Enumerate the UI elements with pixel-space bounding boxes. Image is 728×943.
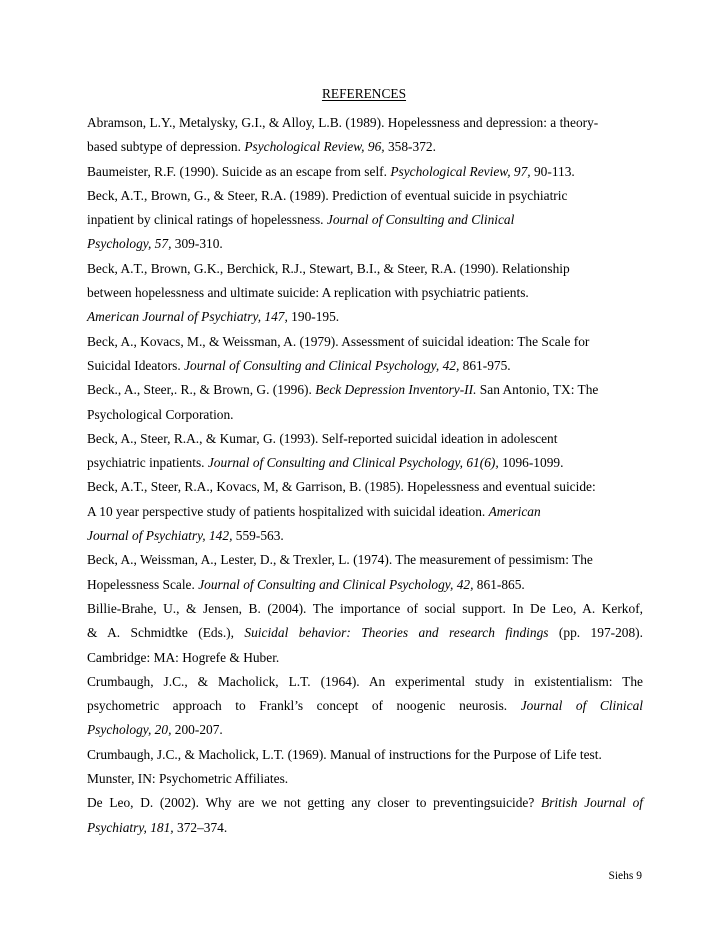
reference-source-text: Journal of Psychiatry, 142, [87,528,233,544]
reference-text: Beck, A., Kovacs, M., & Weissman, A. (1979). Assessment of suicidal ideation: The Scale for [87,333,590,349]
reference-text: inpatient by clinical ratings of hopelessness. [87,212,327,228]
reference-text: 190-195. [287,309,340,325]
reference-entry [87,330,643,379]
reference-text: San Antonio, TX: The [476,382,599,398]
reference-line [87,135,643,159]
reference-line [87,160,643,184]
reference-source-text: British Journal of [541,795,643,811]
reference-source-text: Journal of Consulting and Clinical [326,212,515,228]
reference-source-text: Suicidal behavior: Theories and research findings [244,625,549,641]
reference-text: Beck, A., Steer, R.A., & Kumar, G. (1993). Self-reported suicidal ideation in adolescent [87,430,558,446]
reference-entry [87,597,643,670]
reference-source-text: Psychological Review, 97, [390,163,531,179]
reference-text: 200-207. [171,722,223,738]
reference-text: 861-975. [459,357,511,373]
reference-source-text: American [488,503,541,519]
reference-line [87,816,643,840]
reference-line [87,257,643,281]
reference-source-text: Psychology, 57, [87,236,172,252]
reference-source-text: Psychiatry, 181, [87,819,174,835]
reference-source-text: Journal of Clinical [520,698,644,714]
reference-source-text: Psychological Review, 96, [244,139,385,155]
reference-text: Baumeister, R.F. (1990). Suicide as an escape from self. [87,163,391,179]
reference-entry [87,475,643,548]
reference-line [87,718,643,742]
reference-text: Psychological Corporation. [87,406,234,422]
reference-source-text: Journal of Consulting and Clinical Psychology, 42, [198,576,474,592]
reference-text: 372–374. [173,819,228,835]
reference-line [87,524,643,548]
reference-text: Cambridge: MA: Hogrefe & Huber. [87,649,280,665]
reference-line [87,743,643,767]
page-footer: Siehs 9 [608,870,642,882]
reference-text: Beck., A., Steer,. R., & Brown, G. (1996). [87,382,316,398]
reference-line [87,330,643,354]
reference-line [87,281,643,305]
reference-source-text: Journal of Consulting and Clinical Psychology, 42, [184,357,460,373]
reference-text: Billie-Brahe, U., & Jensen, B. (2004). The importance of social support. In De Leo, A. Kerkof, [87,600,643,616]
reference-entry [87,427,643,476]
reference-text: psychometric approach to Frankl’s concept of noogenic neurosis. [87,698,521,714]
reference-text: between hopelessness and ultimate suicide: A replication with psychiatric patients. [87,285,529,301]
reference-text: 559-563. [232,528,284,544]
reference-line [87,305,643,329]
reference-text: 1096-1099. [498,455,564,471]
reference-text: Abramson, L.Y., Metalysky, G.I., & Alloy, L.B. (1989). Hopelessness and depression: a theory- [87,115,599,130]
reference-text: based subtype of depression. [87,139,245,155]
reference-text: (pp. 197-208). [548,625,643,641]
reference-text: Beck, A.T., Steer, R.A., Kovacs, M, & Garrison, B. (1985). Hopelessness and eventual suicide: [87,479,596,495]
reference-entry [87,743,643,792]
reference-text: & A. Schmidtke (Eds.), [87,625,245,641]
page-title: REFERENCES [321,86,407,101]
reference-list [87,111,643,840]
reference-line [87,573,643,597]
reference-text: 861-865. [473,576,525,592]
reference-text: Beck, A., Weissman, A., Lester, D., & Trexler, L. (1974). The measurement of pessimism: The [87,552,593,568]
reference-entry [87,257,643,330]
reference-text: Beck, A.T., Brown, G., & Steer, R.A. (1989). Prediction of eventual suicide in psychiatric [87,187,568,203]
reference-source-text: American Journal of Psychiatry, 147, [87,309,288,325]
reference-line [87,111,643,135]
reference-line [87,597,643,621]
reference-entry [87,160,643,184]
reference-entry [87,378,643,427]
reference-text: 90-113. [530,163,575,179]
reference-line [87,403,643,427]
reference-line [87,378,643,402]
reference-entry [87,548,643,597]
reference-text: 358-372. [384,139,436,155]
reference-line [87,767,643,791]
reference-source-text: Beck Depression Inventory-II. [315,382,477,398]
reference-text: 309-310. [171,236,223,252]
reference-text: Munster, IN: Psychometric Affiliates. [87,771,289,787]
reference-line [87,621,643,645]
reference-text: A 10 year perspective study of patients hospitalized with suicidal ideation. [87,503,489,519]
reference-text: Beck, A.T., Brown, G.K., Berchick, R.J., Stewart, B.I., & Steer, R.A. (1990). Relationship [87,260,570,276]
reference-source-text: Journal of Consulting and Clinical Psychology, 61(6), [207,455,499,471]
reference-line [87,500,643,524]
reference-line [87,646,643,670]
reference-line [87,208,643,232]
reference-entry [87,791,643,840]
reference-entry [87,184,643,257]
reference-text: Suicidal Ideators. [87,357,185,373]
reference-line [87,232,643,256]
reference-entry [87,670,643,743]
reference-text: psychiatric inpatients. [87,455,208,471]
reference-line [87,427,643,451]
reference-line [87,670,643,694]
reference-line [87,184,643,208]
reference-text: Crumbaugh, J.C., & Macholick, L.T. (1964). An experimental study in existentialism: The [87,673,643,689]
reference-line [87,791,643,815]
reference-text: Crumbaugh, J.C., & Macholick, L.T. (1969). Manual of instructions for the Purpose of Life test. [87,746,602,762]
reference-source-text: Psychology, 20, [87,722,172,738]
reference-line [87,475,643,499]
reference-text: Hopelessness Scale. [87,576,199,592]
reference-line [87,451,643,475]
reference-line [87,694,644,718]
reference-text: De Leo, D. (2002). Why are we not getting any closer to preventingsuicide? [87,795,542,811]
reference-line [87,548,643,572]
reference-line [87,354,643,378]
reference-entry [87,111,643,160]
